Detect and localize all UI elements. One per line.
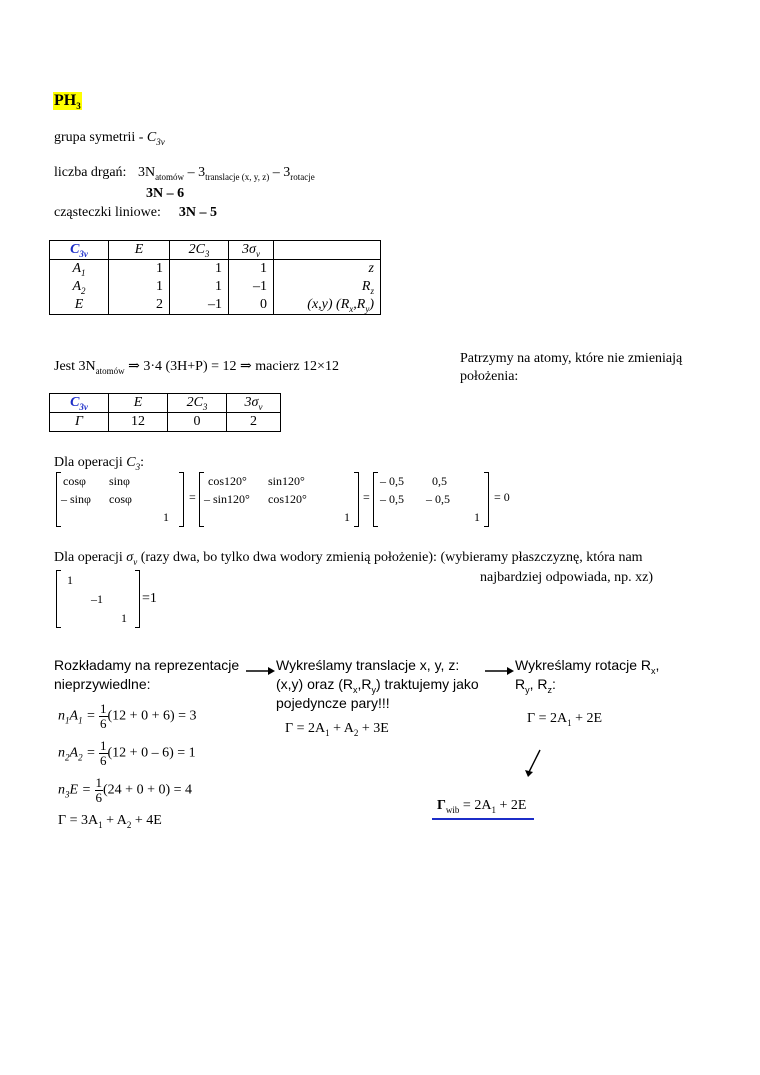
decomp-line-3: $n_3E$ = $\frac{1}{6}$ (24 + 0 + 0) = 4 <box>58 775 193 805</box>
linear-molecules: cząsteczki liniowe: 3N – 5 <box>54 205 218 220</box>
arrow-icon <box>483 665 515 677</box>
decomp-line-2: $n_2A_2$ = $\frac{1}{6}$ (12 + 0 – 6) = 1 <box>58 738 196 768</box>
page-title: $PH_3$ <box>54 92 81 112</box>
table-row: Γ 12 0 2 <box>50 413 281 432</box>
trace-result: =1 <box>142 591 157 606</box>
matrix-c3-120: cos120° sin120° – sin120° cos120° 1 <box>199 472 359 527</box>
op-sigma-note: najbardziej odpowiada, np. xz) <box>480 570 653 585</box>
vibration-count: liczba drgań: $3N_{atomów} - 3_{translacje (x, y, z)} - 3_{rotacje}$ <box>54 165 315 182</box>
note-atoms: Patrzymy na atomy, które nie zmieniają położenia: <box>460 351 683 384</box>
op-sigma-label: Dla operacji $\sigma_v$ (razy dwa, bo tylko dwa wodory zmienią położenie): (wybieramy płaszczyznę, która nam <box>54 550 643 567</box>
gamma-translations: $\Gamma = 2A_1 + A_2 + 3E$ <box>285 721 389 738</box>
matrix-sigma: 1 –1 1 <box>56 570 140 628</box>
gamma-vibrational: $\Gamma_{wib} = 2A_1 + 2E$ <box>437 798 527 815</box>
group-cell: $C_{3v}$ <box>50 241 109 260</box>
matrix-c3-numeric: – 0,5 0,5 – 0,5 – 0,5 1 <box>373 472 489 527</box>
symmetry-group: grupa symetrii - $C_{3v}$ <box>54 130 165 147</box>
translations-note: Wykreślamy translacje x, y, z: (x,y) oraz $(R_x,R_y)$ traktujemy jako pojedyncze pary!!! <box>276 657 479 711</box>
equals-sign: = <box>363 490 370 504</box>
table-row: $A_1$ 1 1 1 z <box>50 260 381 279</box>
decomp-line-1: $n_1A_1$ = $\frac{1}{6}$ (12 + 0 + 6) = 3 <box>58 701 197 731</box>
matrix-c3-general: cosφ sinφ – sinφ cosφ 1 <box>56 472 184 527</box>
gamma-decomposition: $\Gamma = 3A_1 + A_2 + 4E$ <box>58 813 162 830</box>
matrix-size: Jest $3N_{atomów}$ ⇒ 3·4 (3H+P) = 12 ⇒ macierz 12×12 <box>54 359 339 376</box>
arrow-icon <box>244 665 276 677</box>
table-row: E 2 –1 0 (x,y) $(R_x,R_y)$ <box>50 296 381 315</box>
op-c3-label: Dla operacji $C_3$: <box>54 455 145 472</box>
gamma-rotations: $\Gamma = 2A_1 + 2E$ <box>527 711 603 728</box>
vibration-result: 3N – 6 <box>146 186 185 201</box>
gamma-table: $C_{3v}$ E $2C_3$ $3\sigma_v$ Γ 12 0 2 <box>49 393 281 432</box>
decomp-title: Rozkładamy na reprezentacje nieprzywiedlne: <box>54 657 240 692</box>
trace-result: = 0 <box>494 490 510 504</box>
character-table: $C_{3v}$ E $2C_3$ $3\sigma_v$ $A_1$ 1 1 1 z $A_2$ 1 1 –1 $R_z$ E 2 –1 0 (x,y) $(R_x,R_y)$ <box>49 240 381 315</box>
table-row: $A_2$ 1 1 –1 $R_z$ <box>50 278 381 296</box>
equals-sign: = <box>189 490 196 504</box>
final-underline <box>432 818 534 820</box>
rotations-note: Wykreślamy rotacje $R_x$, $R_y$, $R_z$: <box>515 657 660 695</box>
arrow-down-icon <box>524 748 544 778</box>
